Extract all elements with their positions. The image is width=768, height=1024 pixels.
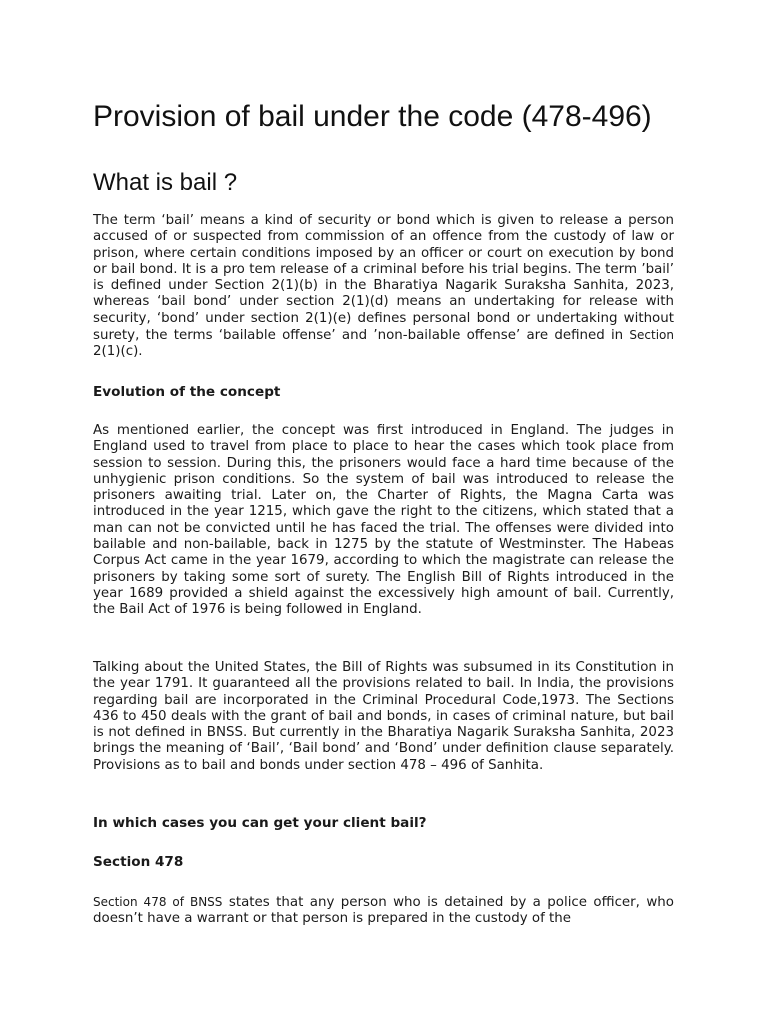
paragraph-section-478-ref: Section 478 of BNSS [93,895,223,909]
document-title: Provision of bail under the code (478-496) [93,100,652,133]
heading-bail-cases: In which cases you can get your client bail? [93,815,427,831]
paragraph-definition [93,213,674,361]
paragraph-evolution-england: As mentioned earlier, the concept was first introduced in England. The judges in England used to travel from place to place to hear the cases which took place from session to session. During this, the prisoners would face a hard time because of the unhygienic prison conditions. So the system of bail was introduced to release the prisoners awaiting trial. Later on, the Charter of Rights, the Magna Carta was introduced in the year 1215, which gave the right to the citizens, which stated that a man can not be convicted until he has faced the trial. The offenses were divided into bailable and non-bailable, back in 1275 by the statute of Westminster. The Habeas Corpus Act came in the year 1679, according to which the magistrate can release the prisoners by taking some sort of surety. The English Bill of Rights introduced in the year 1689 provided a shield against the excessively high amount of bail. Currently, the Bail Act of 1976 is being followed in England. [93,423,674,618]
paragraph-definition-section-word: Section [629,328,674,343]
paragraph-section-478-text: states that any person who is detained by a police officer, who doesn’t have a warrant or that person is prepared in the custody of the [93,895,674,927]
heading-evolution: Evolution of the concept [93,384,281,400]
paragraph-section-478 [93,894,674,928]
paragraph-us-india: Talking about the United States, the Bill of Rights was subsumed in its Constitution in the year 1791. It guaranteed all the provisions related to bail. In India, the provisions regarding bail are incorporated in the Criminal Procedural Code,1973. The Sections 436 to 450 deals with the grant of bail and bonds, in cases of criminal nature, but bail is not defined in BNSS. But currently in the Bharatiya Nagarik Suraksha Sanhita, 2023 brings the meaning of ‘Bail’, ‘Bail bond’ and ‘Bond’ under definition clause separately. Provisions as to bail and bonds under section 478 – 496 of Sanhita. [93,660,674,773]
paragraph-definition-text: The term ‘bail’ means a kind of security or bond which is given to release a person accused of or suspected from commission of an offence from the custody of law or prison, where certain conditions imposed by an officer or court on execution by bond or bail bond. It is a pro tem release of a criminal before his trial begins. The term ’bail’ is defined under Section 2(1)(b) in the Bharatiya Nagarik Suraksha Sanhita, 2023, whereas ‘bail bond’ under section 2(1)(d) means an undertaking for release with security, ‘bond’ under section 2(1)(e) defines personal bond or undertaking without surety, the terms ‘bailable offense’ and ’non-bailable offense’ are defined in [93,213,674,344]
section-heading-what-is-bail: What is bail ? [93,169,238,196]
paragraph-definition-end: 2(1)(c). [93,344,143,360]
heading-section-478: Section 478 [93,854,184,870]
